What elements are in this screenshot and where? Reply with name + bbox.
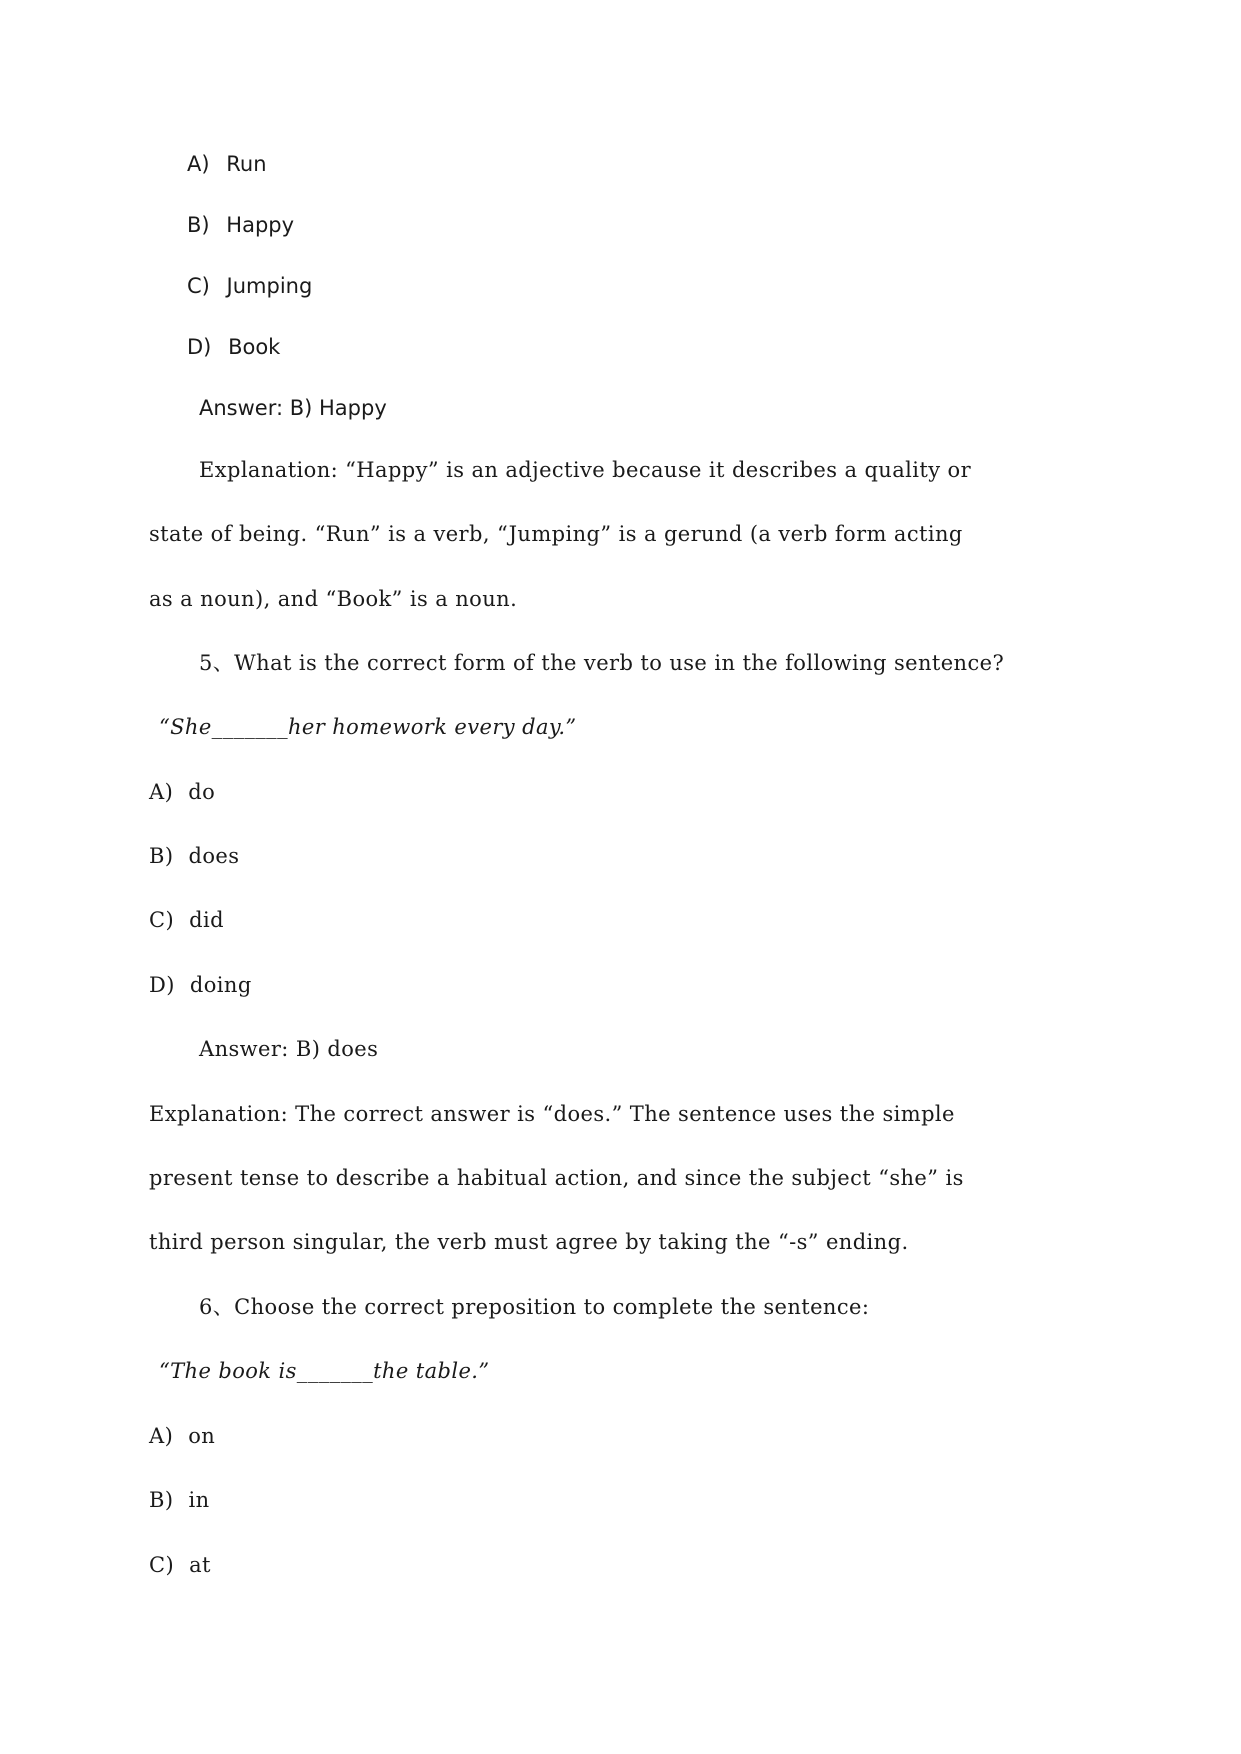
q4-option-c [187, 276, 312, 297]
option-text: does [188, 844, 240, 868]
option-text: in [188, 1488, 210, 1512]
option-text: Happy [226, 213, 295, 237]
option-letter: C) [149, 1553, 175, 1577]
option-letter: B) [149, 844, 174, 868]
option-letter: A) [149, 1424, 174, 1448]
q5-sentence: “She_______her homework every day.” [159, 715, 577, 739]
option-letter: B) [149, 1488, 174, 1512]
option-text: Book [228, 335, 281, 359]
q5-answer: Answer: B) does [199, 1037, 379, 1061]
option-letter: A) [187, 152, 210, 176]
q4-option-d [187, 337, 280, 358]
q5-option-d [149, 975, 252, 996]
q4-option-b [187, 215, 294, 236]
q6-option-a [149, 1426, 215, 1447]
option-text: on [188, 1424, 216, 1448]
option-letter: C) [149, 908, 175, 932]
q5-question: 5、What is the correct form of the verb to use in the following sentence? [199, 651, 1005, 675]
option-letter: A) [149, 780, 174, 804]
q5-option-c [149, 910, 224, 931]
option-letter: B) [187, 213, 210, 237]
q5-option-a [149, 782, 215, 803]
q6-option-c [149, 1555, 211, 1576]
q5-explanation-line-3: third person singular, the verb must agree by taking the “-s” ending. [149, 1230, 909, 1254]
q6-question: 6、Choose the correct preposition to complete the sentence: [199, 1295, 870, 1319]
q4-answer: Answer: B) Happy [199, 396, 387, 420]
option-text: Run [226, 152, 267, 176]
option-text: Jumping [226, 274, 313, 298]
option-letter: C) [187, 274, 210, 298]
option-text: at [189, 1553, 211, 1577]
q4-explanation-line-1: Explanation: “Happy” is an adjective because it describes a quality or [199, 458, 972, 482]
q4-option-a [187, 154, 267, 175]
q4-explanation-line-3: as a noun), and “Book” is a noun. [149, 587, 518, 611]
q6-sentence: “The book is_______the table.” [159, 1359, 490, 1383]
option-text: do [188, 780, 216, 804]
option-text: did [189, 908, 224, 932]
option-letter: D) [187, 335, 212, 359]
q5-option-b [149, 846, 239, 867]
option-letter: D) [149, 973, 175, 997]
option-text: doing [189, 973, 252, 997]
q6-option-b [149, 1490, 210, 1511]
q5-explanation-line-2: present tense to describe a habitual action, and since the subject “she” is [149, 1166, 964, 1190]
q4-explanation-line-2: state of being. “Run” is a verb, “Jumping” is a gerund (a verb form acting [149, 522, 963, 546]
q5-explanation-line-1: Explanation: The correct answer is “does.” The sentence uses the simple [149, 1102, 955, 1126]
